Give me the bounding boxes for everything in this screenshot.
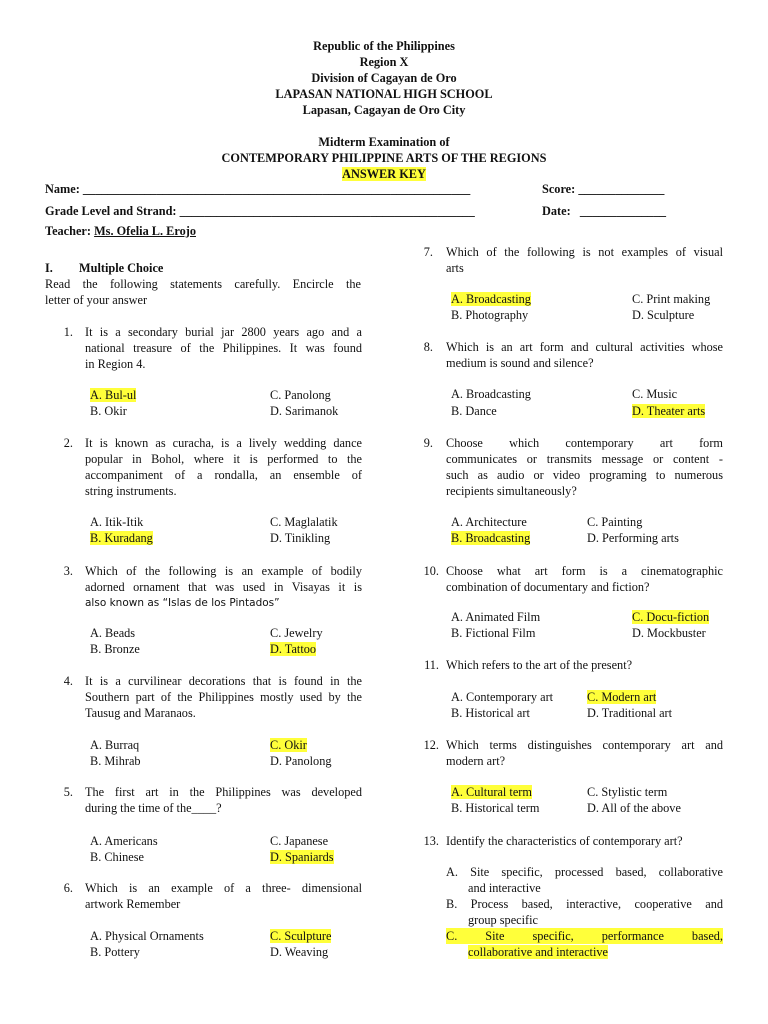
question-12: [405, 737, 725, 771]
question-4: [45, 673, 363, 723]
option-c-cont[interactable]: collaborative and interactive: [468, 945, 608, 959]
option-d[interactable]: D. Theater arts: [632, 404, 706, 418]
teacher-label: Teacher:: [45, 224, 91, 238]
option-d[interactable]: D. Performing arts: [587, 531, 679, 545]
option-b[interactable]: B. Process based, interactive, cooperative and: [446, 897, 723, 911]
option-a[interactable]: A. Beads: [90, 626, 136, 640]
option-b[interactable]: B. Okir: [90, 404, 127, 418]
option-a[interactable]: A. Itik-Itik: [90, 515, 144, 529]
option-b[interactable]: B. Kuradang: [90, 531, 153, 545]
question-number: 12.: [423, 738, 439, 752]
question-number: 6.: [63, 881, 73, 895]
option-d[interactable]: D. Sarimanok: [270, 404, 339, 418]
option-a[interactable]: A. Site specific, processed based, collaborative: [446, 865, 723, 879]
question-text-line: Identify the characteristics of contemporary art?: [446, 834, 683, 848]
option-c[interactable]: C. Stylistic term: [587, 785, 668, 799]
option-c[interactable]: C. Music: [632, 387, 678, 401]
question-text-line: modern art?: [446, 754, 506, 768]
question-number: 7.: [423, 245, 433, 259]
score-label: Score:: [542, 182, 576, 196]
question-number: 1.: [63, 325, 73, 339]
question-text-line: Which of the following is not examples of visual: [446, 245, 723, 259]
question-6: [45, 880, 363, 914]
question-text-line: adorned ornament that was used in Visayas it is: [85, 580, 362, 594]
option-a[interactable]: A. Animated Film: [451, 610, 541, 624]
question-text-line: accompaniment of a rondalla, an ensemble of: [85, 468, 362, 482]
score-line: ______________: [578, 182, 665, 196]
option-c[interactable]: C. Jewelry: [270, 626, 323, 640]
option-c[interactable]: C. Painting: [587, 515, 643, 529]
question-text-line: string instruments.: [85, 484, 177, 498]
name-line: _______________________________________________________________: [82, 182, 471, 196]
question-text-line: It is a curvilinear decorations that is found in the: [85, 674, 362, 688]
header-region: Region X: [359, 55, 409, 69]
question-text-line: Which is an art form and cultural activities whose: [446, 340, 723, 354]
answer-key-text: ANSWER KEY: [342, 167, 426, 181]
instructions-line2: letter of your answer: [45, 293, 148, 307]
option-b-cont[interactable]: group specific: [468, 913, 538, 927]
option-a[interactable]: A. Architecture: [451, 515, 527, 529]
option-c[interactable]: C. Site specific, performance based,: [446, 929, 723, 943]
option-c[interactable]: C. Okir: [270, 738, 307, 752]
option-c[interactable]: C. Maglalatik: [270, 515, 338, 529]
option-b[interactable]: B. Photography: [451, 308, 529, 322]
option-b[interactable]: B. Pottery: [90, 945, 140, 959]
question-text-line: during the time of the____?: [85, 801, 222, 815]
question-text-line: Which of the following is an example of bodily: [85, 564, 362, 578]
option-a[interactable]: A. Broadcasting: [451, 387, 531, 401]
section-title: Multiple Choice: [79, 261, 164, 275]
question-3: [45, 563, 363, 613]
question-number: 8.: [423, 340, 433, 354]
question-text-line: communicates or transmits message or content -: [446, 452, 723, 466]
question-2: [45, 435, 363, 501]
question-text-line: It is known as curacha, is a lively wedding dance: [85, 436, 362, 450]
question-text-line: in Region 4.: [85, 357, 146, 371]
question-text-line: Which is an example of a three- dimensional: [85, 881, 362, 895]
question-9: [405, 435, 725, 501]
question-text-line: also known as “Islas de los Pintados”: [85, 597, 280, 609]
question-11: [405, 657, 725, 675]
question-text-line: artwork Remember: [85, 897, 181, 911]
answer-key-label: [0, 166, 768, 182]
option-d[interactable]: D. Traditional art: [587, 706, 673, 720]
option-b[interactable]: B. Mihrab: [90, 754, 141, 768]
option-c[interactable]: C. Panolong: [270, 388, 331, 402]
option-d[interactable]: D. Sculpture: [632, 308, 695, 322]
option-b[interactable]: B. Dance: [451, 404, 497, 418]
teacher-name: Ms. Ofelia L. Erojo: [94, 224, 196, 238]
question-text-line: Choose what art form is a cinematographic: [446, 564, 723, 578]
option-d[interactable]: D. All of the above: [587, 801, 681, 815]
header-republic: Republic of the Philippines: [313, 39, 455, 53]
option-d[interactable]: D. Mockbuster: [632, 626, 706, 640]
date-label: Date:: [542, 204, 571, 218]
question-text-line: medium is sound and silence?: [446, 356, 594, 370]
header-division: Division of Cagayan de Oro: [311, 71, 457, 85]
question-text-line: It is a secondary burial jar 2800 years ago and a: [85, 325, 362, 339]
date-field: [542, 203, 666, 219]
instructions-line1: Read the following statements carefully. Encircle the: [45, 277, 361, 291]
question-text-line: such as audio or video programing to numerous: [446, 468, 723, 482]
question-text-line: The first art in the Philippines was developed: [85, 785, 362, 799]
option-b[interactable]: B. Bronze: [90, 642, 140, 656]
question-number: 9.: [423, 436, 433, 450]
question-5: [45, 784, 363, 818]
option-a[interactable]: A. Bul-ul: [90, 388, 137, 402]
question-number: 11.: [424, 658, 439, 672]
option-b[interactable]: B. Historical term: [451, 801, 540, 815]
question-text-line: combination of documentary and fiction?: [446, 580, 650, 594]
option-c[interactable]: C. Sculpture: [270, 929, 332, 943]
teacher-field: [45, 223, 196, 239]
name-label: Name:: [45, 182, 80, 196]
question-number: 10.: [423, 564, 439, 578]
option-a[interactable]: A. Physical Ornaments: [90, 929, 204, 943]
option-c[interactable]: C. Japanese: [270, 834, 329, 848]
section-number: I.: [45, 261, 53, 275]
question-text-line: Tausug and Maranaos.: [85, 706, 196, 720]
question-text-line: popular in Bohol, where it is performed to the: [85, 452, 362, 466]
date-line: ______________: [579, 204, 666, 218]
option-d[interactable]: D. Panolong: [270, 754, 332, 768]
question-text-line: national treasure of the Philippines. It was found: [85, 341, 362, 355]
question-text-line: Which terms distinguishes contemporary art and: [446, 738, 723, 752]
option-d[interactable]: D. Weaving: [270, 945, 329, 959]
option-d[interactable]: D. Spaniards: [270, 850, 334, 864]
option-c[interactable]: C. Modern art: [587, 690, 657, 704]
question-7: [405, 244, 725, 278]
question-13: [405, 833, 725, 851]
option-b[interactable]: B. Historical art: [451, 706, 530, 720]
option-d[interactable]: D. Tinikling: [270, 531, 331, 545]
option-a[interactable]: A. Broadcasting: [451, 292, 531, 306]
name-field: [45, 181, 470, 197]
question-number: 4.: [63, 674, 73, 688]
question-text-line: Which refers to the art of the present?: [446, 658, 633, 672]
question-8: [405, 339, 725, 373]
question-text-line: recipients simultaneously?: [446, 484, 577, 498]
header-address: Lapasan, Cagayan de Oro City: [302, 103, 466, 117]
exam-title: Midterm Examination of: [318, 135, 450, 149]
question-number: 13.: [423, 834, 439, 848]
subject-title: CONTEMPORARY PHILIPPINE ARTS OF THE REGIONS: [221, 151, 547, 165]
grade-line: ________________________________________________: [179, 204, 475, 218]
question-text-line: Choose which contemporary art form: [446, 436, 723, 450]
question-number: 5.: [63, 785, 73, 799]
grade-label: Grade Level and Strand:: [45, 204, 177, 218]
option-a[interactable]: A. Americans: [90, 834, 158, 848]
option-a[interactable]: A. Cultural term: [451, 785, 532, 799]
question-number: 2.: [63, 436, 73, 450]
option-c[interactable]: C. Docu-fiction: [632, 610, 710, 624]
grade-field: [45, 203, 475, 219]
option-b[interactable]: B. Fictional Film: [451, 626, 536, 640]
option-a[interactable]: A. Contemporary art: [451, 690, 554, 704]
option-a-cont[interactable]: and interactive: [468, 881, 541, 895]
question-10: [405, 563, 725, 597]
option-a[interactable]: A. Burraq: [90, 738, 140, 752]
question-text-line: Southern part of the Philippines mostly used by the: [85, 690, 362, 704]
question-text-line: arts: [446, 261, 464, 275]
option-d[interactable]: D. Tattoo: [270, 642, 317, 656]
score-field: [542, 181, 664, 197]
option-b[interactable]: B. Broadcasting: [451, 531, 531, 545]
header-school: LAPASAN NATIONAL HIGH SCHOOL: [275, 87, 493, 101]
option-c[interactable]: C. Print making: [632, 292, 711, 306]
question-number: 3.: [63, 564, 73, 578]
option-b[interactable]: B. Chinese: [90, 850, 144, 864]
question-1: [45, 324, 363, 374]
